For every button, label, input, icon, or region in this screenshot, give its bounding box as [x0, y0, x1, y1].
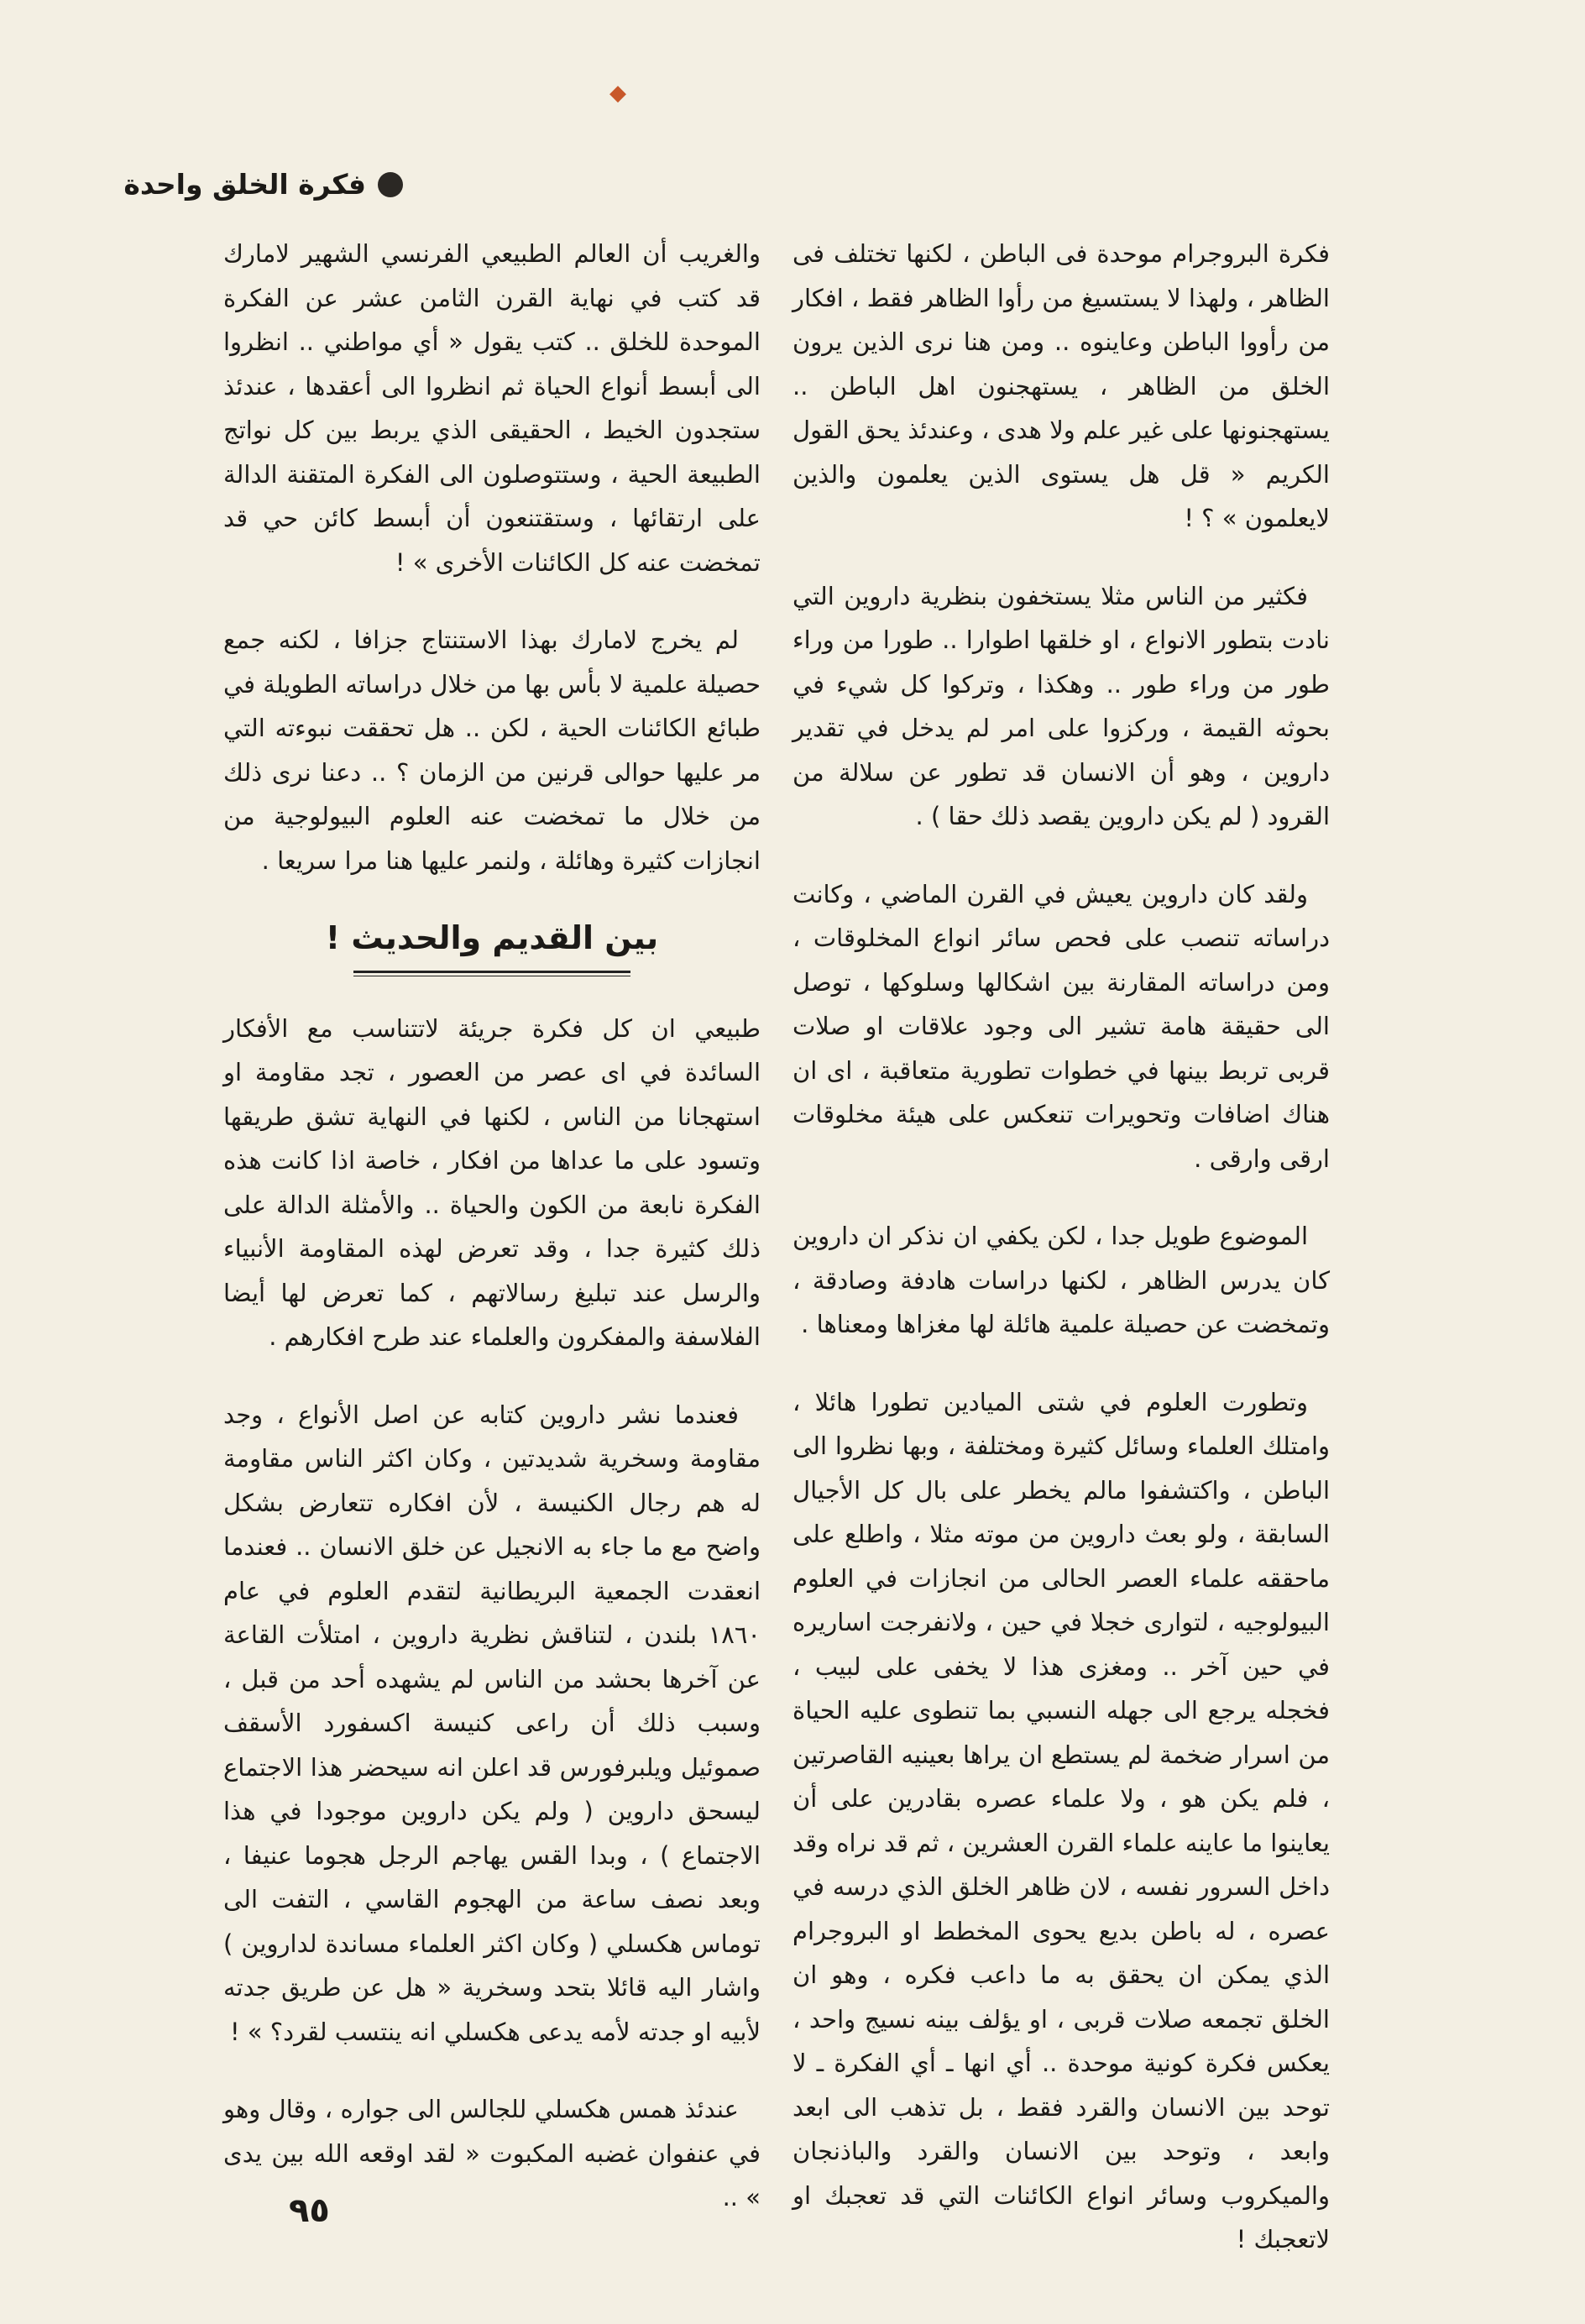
- running-header: [123, 168, 403, 201]
- subheading-rule: [353, 971, 630, 976]
- ornament-mark: ◆: [609, 81, 626, 106]
- paragraph: والغريب أن العالم الطبيعي الفرنسي الشهير لامارك قد كتب في نهاية القرن الثامن عشر عن الفكرة الموحدة للخلق .. كتب يقول « أي مواطني .. انظروا الى أبسط أنواع الحياة ثم انظروا الى أعقدها ، عندئذ ستجدون الخيط ، الحقيقى الذي يربط بين كل نواتج الطبيعة الحية ، وستتوصلون الى الفكرة المتقنة الدالة على ارتقائها ، وستقتنعون أن أبسط كائن حي قد تمخضت عنه كل الكائنات الأخرى » !: [223, 239, 761, 577]
- page-number: ٩٥: [289, 2191, 330, 2230]
- paragraph: فعندما نشر داروين كتابه عن اصل الأنواع ، وجد مقاومة وسخرية شديدتين ، وكان اكثر الناس مقاومة له هم رجال الكنيسة ، لأن افكاره تتعارض بشكل واضح مع ما جاء به الانجيل عن خلق الانسان .. فعندما انعقدت الجمعية البريطانية لتقدم العلوم في عام ١٨٦٠ بلندن ، لتناقش نظرية داروين ، امتلأت القاعة عن آخرها بحشد من الناس لم يشهده أحد من قبل ، وسبب ذلك أن راعى كنيسة اكسفورد الأسقف صموئيل ويلبرفورس قد اعلن انه سيحضر هذا الاجتماع ليسحق داروين ( ولم يكن داروين موجودا في هذا الاجتماع ) ، وبدا القس يهاجم الرجل هجوما عنيفا ، وبعد نصف ساعة من الهجوم القاسي ، التفت الى توماس هكسلي ( وكان اكثر العلماء مساندة لداروين ) واشار اليه قائلا بتحد وسخرية « هل عن طريق جدته لأبيه او جدته لأمه يدعى هكسلي انه ينتسب لقرد؟ » !: [223, 1400, 761, 2046]
- left-column: [223, 232, 761, 2253]
- paragraph: طبيعي ان كل فكرة جريئة لاتتناسب مع الأفكار السائدة في اى عصر من العصور ، تجد مقاومة او استهجانا من الناس ، لكنها في النهاية تشق طريقها وتسود على ما عداها من افكار ، خاصة اذا كانت هذه الفكرة نابعة من الكون والحياة .. والأمثلة الدالة على ذلك كثيرة جدا ، وقد تعرض لهذه المقاومة الأنبياء والرسل عند تبليغ رسالاتهم ، كما تعرض لها أيضا الفلاسفة والمفكرون والعلماء عند طرح افكارهم .: [223, 1013, 761, 1351]
- paragraph: فكرة البروجرام موحدة فى الباطن ، لكنها تختلف فى الظاهر ، ولهذا لا يستسيغ من رأوا الظاهر فقط ، افكار من رأووا الباطن وعاينوه .. ومن هنا نرى الذين يرون الخلق من الظاهر ، يستهجنون اهل الباطن .. يستهجنونها على غير علم ولا هدى ، وعندئذ يحق القول الكريم « قل هل يستوى الذين يعلمون والذين لايعلمون » ؟ !: [792, 239, 1330, 532]
- section-subheading: بين القديم والحديث !: [325, 919, 659, 956]
- header-title: فكرة الخلق واحدة: [123, 168, 366, 201]
- header-bullet-icon: [378, 172, 403, 197]
- paragraph: فكثير من الناس مثلا يستخفون بنظرية داروين التي نادت بتطور الانواع ، او خلقها اطوارا .. طورا من وراء طور من وراء طور .. وهكذا ، وتركوا كل شيء في بحوثه القيمة ، وركزوا على امر لم يدخل في تقدير داروين ، وهو أن الانسان قد تطور عن سلالة من القرود ( لم يكن داروين يقصد ذلك حقا ) .: [792, 581, 1330, 830]
- right-column: [792, 232, 1330, 2295]
- paragraph: الموضوع طويل جدا ، لكن يكفي ان نذكر ان داروين كان يدرس الظاهر ، لكنها دراسات هادفة وصادقة ، وتمخضت عن حصيلة علمية هائلة لها مغزاها ومعناها .: [792, 1222, 1330, 1338]
- paragraph: لم يخرج لامارك بهذا الاستنتاج جزافا ، لكنه جمع حصيلة علمية لا بأس بها من خلال دراساته الطويلة في طبائع الكائنات الحية ، لكن .. هل تحققت نبوءته التي مر عليها حوالى قرنين من الزمان ؟ .. دعنا نرى ذلك من خلال ما تمخضت عنه العلوم البيولوجية من انجازات كثيرة وهائلة ، ولنمر عليها هنا مرا سريعا .: [223, 625, 761, 875]
- paragraph: عندئذ همس هكسلي للجالس الى جواره ، وقال وهو في عنفوان غضبه المكبوت « لقد اوقعه الله بين يدى » ..: [223, 2095, 761, 2211]
- paragraph: وتطورت العلوم في شتى الميادين تطورا هائلا ، وامتلك العلماء وسائل كثيرة ومختلفة ، وبها نظروا الى الباطن ، واكتشفوا مالم يخطر على بال كل الأجيال السابقة ، ولو بعث داروين من موته مثلا ، واطلع على ماحققه علماء العصر الحالى من انجازات في العلوم البيولوجيه ، لتوارى خجلا في حين ، ولانفرجت اساريره في حين آخر .. ومغزى هذا لا يخفى على لبيب ، فخجله يرجع الى جهله النسبي بما تنطوى عليه الحياة من اسرار ضخمة لم يستطع ان يراها بعينيه القاصرتين ، فلم يكن هو ، ولا علماء عصره بقادرين على أن يعاينوا ما عاينه علماء القرن العشرين ، ثم قد نراه وقد داخل السرور نفسه ، لان ظاهر الخلق الذي درسه في عصره ، له باطن بديع يحوى المخطط او البروجرام الذي يمكن ان يحقق به ما داعب فكره ، وهو ان الخلق تجمعه صلات قربى ، او يؤلف بينه نسيج واحد ، يعكس فكرة كونية موحدة .. أي انها ـ أي الفكرة ـ لا توحد بين الانسان والقرد فقط ، بل تذهب الى ابعد وابعد ، وتوحد بين الانسان والقرد والباذنجان والميكروب وسائر انواع الكائنات التي قد تعجبك او لاتعجبك !: [792, 1387, 1330, 2253]
- paragraph: ولقد كان داروين يعيش في القرن الماضي ، وكانت دراساته تنصب على فحص سائر انواع المخلوقات ، ومن دراساته المقارنة بين اشكالها وسلوكها ، توصل الى حقيقة هامة تشير الى وجود علاقات او صلات قربى تربط بينها في خطوات تطورية متعاقبة ، اى ان هناك اضافات وتحويرات تنعكس على هيئة مخلوقات ارقى وارقى .: [792, 879, 1330, 1173]
